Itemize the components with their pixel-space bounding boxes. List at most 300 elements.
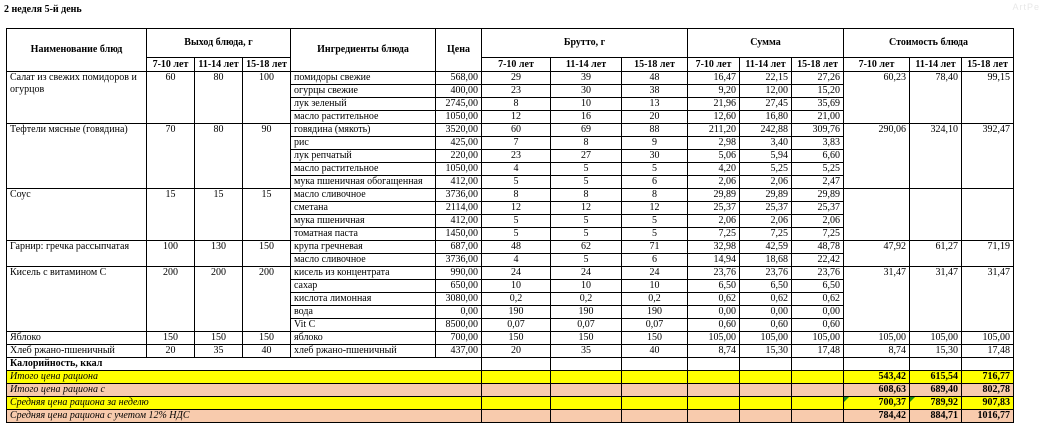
dish-cost: 31,47 xyxy=(844,267,910,332)
brutto-value: 5 xyxy=(551,254,622,267)
yield-age-15-18: 15-18 лет xyxy=(243,58,291,72)
brutto-value: 27 xyxy=(551,150,622,163)
ingredient-price: 437,00 xyxy=(436,345,482,358)
dish-yield: 60 xyxy=(147,72,195,124)
dish-yield: 35 xyxy=(195,345,243,358)
ingredient-name: масло растительное xyxy=(291,163,436,176)
brutto-value: 5 xyxy=(622,228,688,241)
dish-cost: 105,00 xyxy=(910,332,962,345)
header-brutto: Брутто, г xyxy=(482,29,688,58)
empty-cell xyxy=(551,397,622,410)
header-row xyxy=(7,29,1014,58)
total-value: 1016,77 xyxy=(962,410,1014,423)
brutto-value: 20 xyxy=(482,345,551,358)
sum-value: 21,00 xyxy=(792,111,844,124)
dish-cost: 324,10 xyxy=(910,124,962,189)
sum-value: 15,30 xyxy=(740,345,792,358)
total-row xyxy=(7,397,1014,410)
sum-value: 0,00 xyxy=(688,306,740,319)
ingredient-name: сахар xyxy=(291,280,436,293)
dish-yield: 20 xyxy=(147,345,195,358)
sum-value: 242,88 xyxy=(740,124,792,137)
sum-value: 0,60 xyxy=(688,319,740,332)
cost-age-7-10: 7-10 лет xyxy=(844,58,910,72)
dish-yield: 15 xyxy=(243,189,291,241)
brutto-value: 8 xyxy=(622,189,688,202)
menu-table-body xyxy=(7,29,1014,423)
brutto-value: 5 xyxy=(551,228,622,241)
empty-cell xyxy=(740,384,792,397)
brutto-value: 16 xyxy=(551,111,622,124)
brutto-value: 8 xyxy=(482,98,551,111)
brutto-age-15-18: 15-18 лет xyxy=(622,58,688,72)
sum-value: 0,60 xyxy=(792,319,844,332)
brutto-value: 150 xyxy=(551,332,622,345)
dish-cost: 105,00 xyxy=(844,332,910,345)
brutto-value: 29 xyxy=(482,72,551,85)
sheet-title: 2 неделя 5-й день xyxy=(4,4,82,15)
brutto-value: 12 xyxy=(622,202,688,215)
sum-value: 35,69 xyxy=(792,98,844,111)
dish-cost: 47,92 xyxy=(844,241,910,267)
sum-value: 211,20 xyxy=(688,124,740,137)
sum-value: 7,25 xyxy=(688,228,740,241)
ingredient-name: лук зеленый xyxy=(291,98,436,111)
ingredient-price: 3736,00 xyxy=(436,189,482,202)
empty-cell xyxy=(482,384,551,397)
brutto-value: 30 xyxy=(622,150,688,163)
sum-value: 17,48 xyxy=(792,345,844,358)
sum-value: 42,59 xyxy=(740,241,792,254)
brutto-value: 24 xyxy=(622,267,688,280)
total-value: 802,78 xyxy=(962,384,1014,397)
ingredient-name: мука пшеничная обогащенная xyxy=(291,176,436,189)
dish-yield: 200 xyxy=(195,267,243,332)
empty-cell xyxy=(622,371,688,384)
brutto-value: 0,07 xyxy=(622,319,688,332)
total-value: 716,77 xyxy=(962,371,1014,384)
ingredient-price: 3736,00 xyxy=(436,254,482,267)
total-label: Средняя цена рациона за неделю xyxy=(7,397,482,410)
brutto-value: 12 xyxy=(482,202,551,215)
subheader-row xyxy=(7,58,1014,72)
sum-value: 6,50 xyxy=(792,280,844,293)
cost-age-11-14: 11-14 лет xyxy=(910,58,962,72)
sum-value: 0,00 xyxy=(740,306,792,319)
dish-cost xyxy=(844,189,910,241)
sum-value: 2,06 xyxy=(740,176,792,189)
brutto-value: 5 xyxy=(622,215,688,228)
ingredient-price: 400,00 xyxy=(436,85,482,98)
total-row xyxy=(7,371,1014,384)
brutto-value: 190 xyxy=(551,306,622,319)
brutto-value: 0,2 xyxy=(551,293,622,306)
total-row xyxy=(7,384,1014,397)
dish-cost: 31,47 xyxy=(910,267,962,332)
empty-cell xyxy=(551,371,622,384)
ingredient-name: яблоко xyxy=(291,332,436,345)
sum-value: 7,25 xyxy=(792,228,844,241)
brutto-value: 5 xyxy=(482,176,551,189)
sum-value: 6,50 xyxy=(740,280,792,293)
sum-value: 9,20 xyxy=(688,85,740,98)
empty-cell xyxy=(622,384,688,397)
total-label: Итого цена рациона xyxy=(7,371,482,384)
sum-value: 23,76 xyxy=(740,267,792,280)
empty-cell xyxy=(482,397,551,410)
empty-cell xyxy=(844,358,910,371)
empty-cell xyxy=(792,371,844,384)
empty-cell xyxy=(962,358,1014,371)
sum-value: 6,60 xyxy=(792,150,844,163)
empty-cell xyxy=(792,384,844,397)
brutto-value: 9 xyxy=(622,137,688,150)
ingredient-price: 3080,00 xyxy=(436,293,482,306)
brutto-value: 5 xyxy=(622,163,688,176)
ingredient-name: рис xyxy=(291,137,436,150)
sum-value: 2,06 xyxy=(688,215,740,228)
dish-yield: 150 xyxy=(243,332,291,345)
header-name: Наименование блюд xyxy=(7,29,147,72)
sum-value: 23,76 xyxy=(792,267,844,280)
empty-cell xyxy=(482,358,551,371)
yield-age-7-10: 7-10 лет xyxy=(147,58,195,72)
sum-value: 25,37 xyxy=(792,202,844,215)
table-row xyxy=(7,189,1014,202)
dish-name: Кисель с витамином С xyxy=(7,267,147,332)
empty-cell xyxy=(482,410,551,423)
brutto-value: 23 xyxy=(482,85,551,98)
sum-value: 2,06 xyxy=(688,176,740,189)
empty-cell xyxy=(740,410,792,423)
sum-value: 29,89 xyxy=(792,189,844,202)
sum-value: 29,89 xyxy=(740,189,792,202)
empty-cell xyxy=(792,397,844,410)
ingredient-name: томатная паста xyxy=(291,228,436,241)
empty-cell xyxy=(482,371,551,384)
brutto-value: 190 xyxy=(622,306,688,319)
sum-value: 0,62 xyxy=(740,293,792,306)
sum-value: 12,60 xyxy=(688,111,740,124)
ingredient-price: 687,00 xyxy=(436,241,482,254)
empty-cell xyxy=(551,358,622,371)
table-row xyxy=(7,332,1014,345)
total-value: 784,42 xyxy=(844,410,910,423)
dish-yield: 150 xyxy=(195,332,243,345)
dish-yield: 90 xyxy=(243,124,291,189)
sum-value: 21,96 xyxy=(688,98,740,111)
sum-value: 5,25 xyxy=(792,163,844,176)
brutto-value: 38 xyxy=(622,85,688,98)
dish-cost xyxy=(962,189,1014,241)
brutto-value: 24 xyxy=(482,267,551,280)
brutto-value: 190 xyxy=(482,306,551,319)
dish-yield: 40 xyxy=(243,345,291,358)
brutto-value: 20 xyxy=(622,111,688,124)
calories-row xyxy=(7,358,1014,371)
sum-value: 16,47 xyxy=(688,72,740,85)
sum-value: 22,15 xyxy=(740,72,792,85)
empty-cell xyxy=(688,397,740,410)
sum-value: 7,25 xyxy=(740,228,792,241)
ingredient-price: 568,00 xyxy=(436,72,482,85)
ingredient-price: 2745,00 xyxy=(436,98,482,111)
sum-value: 18,68 xyxy=(740,254,792,267)
dish-name: Соус xyxy=(7,189,147,241)
empty-cell xyxy=(688,410,740,423)
total-value: 789,92 xyxy=(910,397,962,410)
sum-value: 23,76 xyxy=(688,267,740,280)
dish-cost: 71,19 xyxy=(962,241,1014,267)
brutto-value: 0,2 xyxy=(482,293,551,306)
header-price: Цена xyxy=(436,29,482,72)
header-ingredients: Ингредиенты блюда xyxy=(291,29,436,72)
calories-label: Калорийность, ккал xyxy=(7,358,482,371)
sum-value: 25,37 xyxy=(740,202,792,215)
brutto-value: 39 xyxy=(551,72,622,85)
ingredient-price: 1050,00 xyxy=(436,111,482,124)
sum-age-11-14: 11-14 лет xyxy=(740,58,792,72)
dish-cost: 60,23 xyxy=(844,72,910,124)
cost-age-15-18: 15-18 лет xyxy=(962,58,1014,72)
empty-cell xyxy=(551,410,622,423)
ingredient-name: сметана xyxy=(291,202,436,215)
brutto-value: 10 xyxy=(551,280,622,293)
menu-table xyxy=(6,28,1014,423)
brutto-value: 69 xyxy=(551,124,622,137)
table-row xyxy=(7,267,1014,280)
header-sum: Сумма xyxy=(688,29,844,58)
dish-name: Хлеб ржано-пшеничный xyxy=(7,345,147,358)
sum-value: 2,98 xyxy=(688,137,740,150)
sum-value: 2,06 xyxy=(740,215,792,228)
sum-value: 15,20 xyxy=(792,85,844,98)
sum-value: 12,00 xyxy=(740,85,792,98)
table-row xyxy=(7,345,1014,358)
ingredient-name: огурцы свежие xyxy=(291,85,436,98)
sum-value: 5,94 xyxy=(740,150,792,163)
ingredient-name: мука пшеничная xyxy=(291,215,436,228)
dish-yield: 70 xyxy=(147,124,195,189)
ingredient-name: масло сливочное xyxy=(291,189,436,202)
total-label: Итого цена рациона с xyxy=(7,384,482,397)
ingredient-price: 220,00 xyxy=(436,150,482,163)
dish-name: Салат из свежих помидоров и огурцов xyxy=(7,72,147,124)
dish-cost: 15,30 xyxy=(910,345,962,358)
sum-age-15-18: 15-18 лет xyxy=(792,58,844,72)
sum-value: 105,00 xyxy=(688,332,740,345)
empty-cell xyxy=(622,358,688,371)
sum-value: 25,37 xyxy=(688,202,740,215)
ingredient-price: 412,00 xyxy=(436,215,482,228)
brutto-value: 40 xyxy=(622,345,688,358)
dish-name: Гарнир: гречка рассыпчатая xyxy=(7,241,147,267)
ingredient-name: вода xyxy=(291,306,436,319)
sum-value: 0,00 xyxy=(792,306,844,319)
brutto-value: 88 xyxy=(622,124,688,137)
ingredient-price: 8500,00 xyxy=(436,319,482,332)
yield-age-11-14: 11-14 лет xyxy=(195,58,243,72)
total-label: Средняя цена рациона с учетом 12% НДС xyxy=(7,410,482,423)
brutto-value: 8 xyxy=(551,137,622,150)
dish-yield: 80 xyxy=(195,124,243,189)
dish-cost: 392,47 xyxy=(962,124,1014,189)
sum-value: 2,47 xyxy=(792,176,844,189)
dish-yield: 80 xyxy=(195,72,243,124)
sum-value: 6,50 xyxy=(688,280,740,293)
total-value: 884,71 xyxy=(910,410,962,423)
ingredient-name: лук репчатый xyxy=(291,150,436,163)
sum-age-7-10: 7-10 лет xyxy=(688,58,740,72)
ingredient-price: 412,00 xyxy=(436,176,482,189)
sum-value: 0,62 xyxy=(688,293,740,306)
empty-cell xyxy=(622,410,688,423)
empty-cell xyxy=(688,371,740,384)
dish-yield: 130 xyxy=(195,241,243,267)
empty-cell xyxy=(551,384,622,397)
brutto-value: 8 xyxy=(551,189,622,202)
empty-cell xyxy=(622,397,688,410)
ingredient-name: кислота лимонная xyxy=(291,293,436,306)
ingredient-price: 0,00 xyxy=(436,306,482,319)
ingredient-name: Vit C xyxy=(291,319,436,332)
ingredient-name: помидоры свежие xyxy=(291,72,436,85)
dish-yield: 150 xyxy=(147,332,195,345)
header-yield: Выход блюда, г xyxy=(147,29,291,58)
sum-value: 0,62 xyxy=(792,293,844,306)
brutto-value: 4 xyxy=(482,163,551,176)
table-row xyxy=(7,241,1014,254)
ingredient-price: 1050,00 xyxy=(436,163,482,176)
brutto-value: 13 xyxy=(622,98,688,111)
brutto-value: 10 xyxy=(482,280,551,293)
ingredient-price: 1450,00 xyxy=(436,228,482,241)
sum-value: 2,06 xyxy=(792,215,844,228)
brutto-value: 5 xyxy=(551,176,622,189)
sum-value: 105,00 xyxy=(792,332,844,345)
dish-yield: 200 xyxy=(147,267,195,332)
brutto-value: 5 xyxy=(482,228,551,241)
sum-value: 16,80 xyxy=(740,111,792,124)
ingredient-name: крупа гречневая xyxy=(291,241,436,254)
empty-cell xyxy=(740,358,792,371)
brutto-value: 24 xyxy=(551,267,622,280)
ingredient-name: хлеб ржано-пшеничный xyxy=(291,345,436,358)
header-cost: Стоимость блюда xyxy=(844,29,1014,58)
brutto-value: 30 xyxy=(551,85,622,98)
total-value: 543,42 xyxy=(844,371,910,384)
total-row xyxy=(7,410,1014,423)
ingredient-name: говядина (мякоть) xyxy=(291,124,436,137)
sum-value: 4,20 xyxy=(688,163,740,176)
brutto-value: 5 xyxy=(482,215,551,228)
dish-cost: 31,47 xyxy=(962,267,1014,332)
total-value: 907,83 xyxy=(962,397,1014,410)
total-value: 615,54 xyxy=(910,371,962,384)
brutto-value: 6 xyxy=(622,254,688,267)
sum-value: 14,94 xyxy=(688,254,740,267)
brutto-value: 6 xyxy=(622,176,688,189)
empty-cell xyxy=(910,358,962,371)
empty-cell xyxy=(688,384,740,397)
dish-cost: 61,27 xyxy=(910,241,962,267)
brutto-value: 12 xyxy=(551,202,622,215)
total-value: 689,40 xyxy=(910,384,962,397)
dish-cost: 17,48 xyxy=(962,345,1014,358)
sum-value: 3,40 xyxy=(740,137,792,150)
total-value: 700,37 xyxy=(844,397,910,410)
ingredient-price: 2114,00 xyxy=(436,202,482,215)
sum-value: 29,89 xyxy=(688,189,740,202)
brutto-value: 150 xyxy=(622,332,688,345)
dish-cost: 105,00 xyxy=(962,332,1014,345)
sum-value: 27,26 xyxy=(792,72,844,85)
brutto-value: 48 xyxy=(622,72,688,85)
empty-cell xyxy=(740,397,792,410)
ingredient-price: 425,00 xyxy=(436,137,482,150)
brutto-value: 0,2 xyxy=(622,293,688,306)
sum-value: 27,45 xyxy=(740,98,792,111)
dish-yield: 15 xyxy=(147,189,195,241)
sum-value: 105,00 xyxy=(740,332,792,345)
dish-cost: 78,40 xyxy=(910,72,962,124)
total-value: 608,63 xyxy=(844,384,910,397)
sum-value: 48,78 xyxy=(792,241,844,254)
brutto-value: 5 xyxy=(551,215,622,228)
brutto-value: 10 xyxy=(622,280,688,293)
brutto-value: 10 xyxy=(551,98,622,111)
ingredient-name: масло сливочное xyxy=(291,254,436,267)
brutto-value: 12 xyxy=(482,111,551,124)
sum-value: 32,98 xyxy=(688,241,740,254)
empty-cell xyxy=(792,358,844,371)
sum-value: 309,76 xyxy=(792,124,844,137)
dish-yield: 15 xyxy=(195,189,243,241)
dish-yield: 100 xyxy=(147,241,195,267)
dish-yield: 100 xyxy=(243,72,291,124)
brutto-age-11-14: 11-14 лет xyxy=(551,58,622,72)
brutto-age-7-10: 7-10 лет xyxy=(482,58,551,72)
brutto-value: 0,07 xyxy=(482,319,551,332)
brutto-value: 4 xyxy=(482,254,551,267)
sum-value: 5,25 xyxy=(740,163,792,176)
sum-value: 5,06 xyxy=(688,150,740,163)
brutto-value: 48 xyxy=(482,241,551,254)
ingredient-price: 650,00 xyxy=(436,280,482,293)
dish-cost: 99,15 xyxy=(962,72,1014,124)
brutto-value: 0,07 xyxy=(551,319,622,332)
dish-name: Тефтели мясные (говядина) xyxy=(7,124,147,189)
empty-cell xyxy=(740,371,792,384)
brutto-value: 71 xyxy=(622,241,688,254)
brutto-value: 60 xyxy=(482,124,551,137)
watermark: ArtPe xyxy=(1012,2,1040,12)
dish-yield: 150 xyxy=(243,241,291,267)
table-row xyxy=(7,72,1014,85)
brutto-value: 62 xyxy=(551,241,622,254)
sum-value: 3,83 xyxy=(792,137,844,150)
empty-cell xyxy=(792,410,844,423)
brutto-value: 7 xyxy=(482,137,551,150)
dish-cost xyxy=(910,189,962,241)
table-row xyxy=(7,124,1014,137)
ingredient-price: 700,00 xyxy=(436,332,482,345)
brutto-value: 23 xyxy=(482,150,551,163)
brutto-value: 8 xyxy=(482,189,551,202)
sum-value: 22,42 xyxy=(792,254,844,267)
brutto-value: 5 xyxy=(551,163,622,176)
sum-value: 8,74 xyxy=(688,345,740,358)
